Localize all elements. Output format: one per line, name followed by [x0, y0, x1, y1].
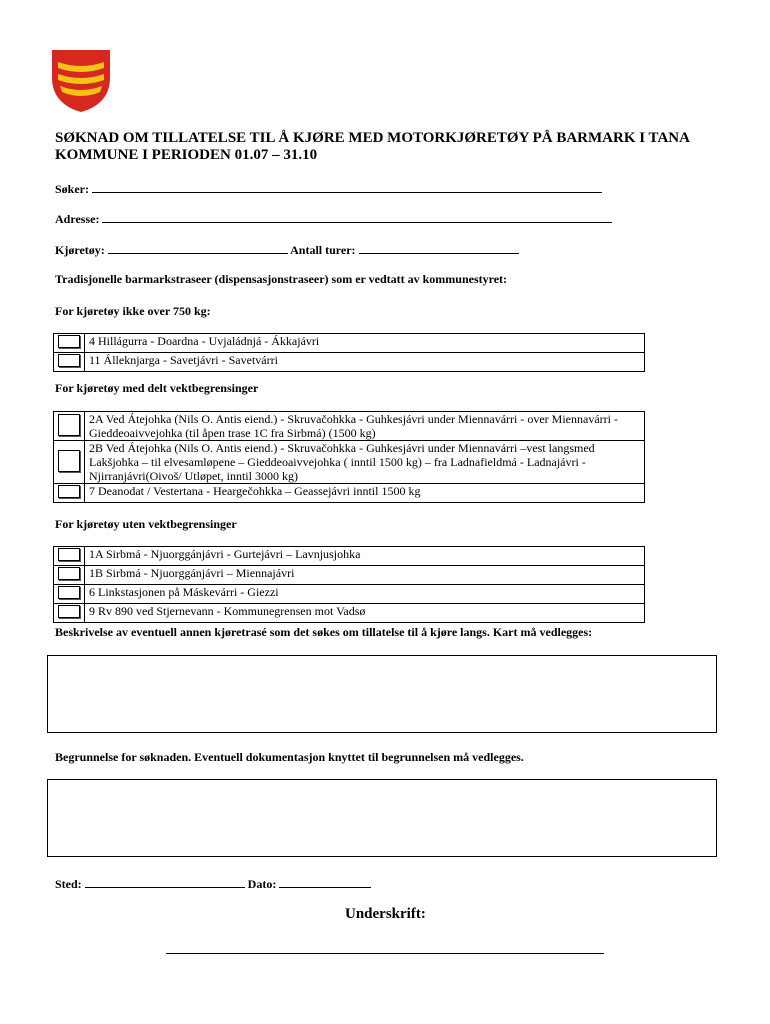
soker-label: Søker:	[55, 182, 89, 196]
reason-label: Begrunnelse for søknaden. Eventuell dokumentasjon knyttet til begrunnelsen må vedlegges.	[55, 750, 524, 764]
route-label: 2B Ved Átejohka (Nils O. Antis eiend.) - Skruvačohkka - Guhkesjávri under Miennavárri –vest langsmed Lakšjohka – til elvesamløpene – Gieddeoaivvejohka ( inntil 1500 kg) – fra Ladnafieldmá - Ladnajávri - Njirranjávri(Oivoš/ Utløpet, inntil 3000 kg)	[85, 441, 645, 484]
soker-row	[55, 180, 602, 197]
adresse-label: Adresse:	[55, 212, 100, 226]
route-checkbox[interactable]	[58, 605, 80, 618]
description-label: Beskrivelse av eventuell annen kjøretrasé som det søkes om tillatelse til å kjøre langs. Kart må vedlegges:	[55, 625, 593, 639]
soker-field[interactable]	[92, 180, 602, 193]
table-row	[54, 547, 645, 566]
table-row	[54, 585, 645, 604]
adresse-row	[55, 210, 612, 227]
route-checkbox[interactable]	[58, 548, 80, 561]
route-label: 9 Rv 890 ved Stjernevann - Kommunegrensen mot Vadsø	[85, 604, 645, 623]
table-row	[54, 412, 645, 441]
route-label: 6 Linkstasjonen på Máskevárri - Giezzi	[85, 585, 645, 604]
table-row	[54, 566, 645, 585]
kjoretoy-field[interactable]	[108, 241, 288, 254]
route-checkbox[interactable]	[58, 354, 80, 367]
signature-field[interactable]	[166, 953, 604, 954]
route-checkbox[interactable]	[58, 586, 80, 599]
route-label: 4 Hillágurra - Doardna - Uvjaládnjá - Ákkajávri	[85, 334, 645, 353]
sted-field[interactable]	[85, 875, 245, 888]
dato-field[interactable]	[279, 875, 371, 888]
routes-table-750kg	[53, 333, 645, 372]
table-row	[54, 334, 645, 353]
route-checkbox[interactable]	[58, 567, 80, 580]
antall-field[interactable]	[359, 241, 519, 254]
section-heading: For kjøretøy uten vektbegrensinger	[55, 517, 237, 531]
route-label: 1A Sirbmá - Njuorggánjávri - Gurtejávri – Lavnjusjohka	[85, 547, 645, 566]
table-row	[54, 604, 645, 623]
sted-dato-row	[55, 875, 371, 892]
description-textarea[interactable]	[47, 655, 717, 733]
signature-title: Underskrift:	[345, 906, 426, 922]
route-checkbox[interactable]	[58, 485, 80, 498]
routes-table-uten	[53, 546, 645, 623]
section-heading: For kjøretøy med delt vektbegrensinger	[55, 381, 259, 395]
adresse-field[interactable]	[102, 210, 612, 223]
kjoretoy-label: Kjøretøy:	[55, 243, 105, 257]
route-label: 1B Sirbmá - Njuorggánjávri – Miennajávri	[85, 566, 645, 585]
route-label: 2A Ved Átejohka (Nils O. Antis eiend.) - Skruvačohkka - Guhkesjávri under Miennavárri - over Miennavárri - Gieddeoaivvejohka (til åpen trase 1C fra Sirbmá) (1500 kg)	[85, 412, 645, 441]
dato-label: Dato:	[247, 877, 277, 891]
route-checkbox[interactable]	[58, 450, 80, 472]
route-checkbox[interactable]	[58, 335, 80, 348]
page-title: SØKNAD OM TILLATELSE TIL Å KJØRE MED MOTORKJØRETØY PÅ BARMARK I TANA KOMMUNE I PERIODEN 01.07 – 31.10	[55, 130, 690, 163]
kjoretoy-row	[55, 241, 519, 258]
sted-label: Sted:	[55, 877, 82, 891]
reason-textarea[interactable]	[47, 779, 717, 857]
route-label: 7 Deanodat / Vestertana - Heargečohkka – Geassejávri inntil 1500 kg	[85, 484, 645, 503]
routes-table-delt	[53, 411, 645, 503]
route-checkbox[interactable]	[58, 414, 80, 436]
table-row	[54, 441, 645, 484]
table-row	[54, 484, 645, 503]
section-heading: For kjøretøy ikke over 750 kg:	[55, 304, 211, 318]
intro-text: Tradisjonelle barmarkstraseer (dispensasjonstraseer) som er vedtatt av kommunestyret:	[55, 272, 508, 286]
municipality-crest-icon	[50, 48, 112, 114]
table-row	[54, 353, 645, 372]
route-label: 11 Álleknjarga - Savetjávri - Savetvárri	[85, 353, 645, 372]
antall-label: Antall turer:	[290, 243, 356, 257]
